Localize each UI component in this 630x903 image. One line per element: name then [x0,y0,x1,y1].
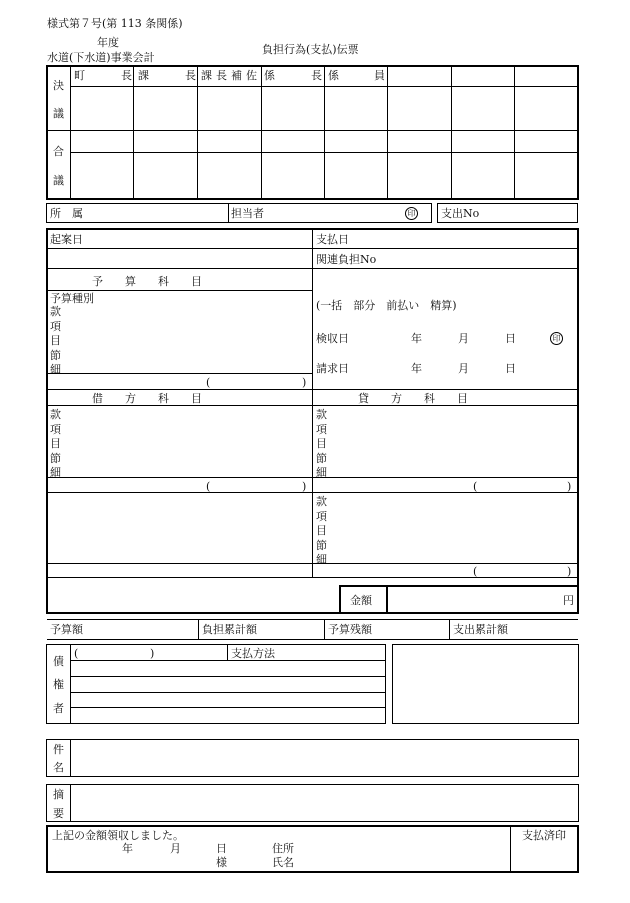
credit-item: 細 [316,553,327,566]
account-label: 水道(下水道)事業会計 [47,51,155,64]
inspection-day: 日 [505,332,516,345]
credit-item: 細 [316,466,327,479]
receipt-day: 日 [216,842,227,855]
credit-paren-open-1: ( [473,480,478,493]
request-month: 月 [458,362,469,375]
payment-date-label: 支払日 [316,233,349,246]
amount-label: 金額 [350,594,372,607]
credit-item: 目 [316,524,327,537]
role-section-chief-b: 長 [185,69,196,82]
inspection-seal: 印 [550,332,563,345]
credit-items-stack-1 [316,408,327,481]
receipt-month: 月 [170,842,181,855]
subject-box [46,739,579,777]
debit-paren-close: ) [302,480,307,493]
budget-item: 目 [50,334,61,347]
budget-remaining-label: 予算残額 [328,623,372,636]
remarks-box [46,784,579,822]
role-staff-a: 係 [328,69,339,82]
budget-item: 款 [50,305,61,318]
debit-item: 細 [50,466,61,479]
receipt-name: 氏名 [272,856,294,869]
credit-paren-open-2: ( [473,565,478,578]
payment-method-label: 支払方法 [231,647,275,660]
inspection-month: 月 [458,332,469,345]
seal-mark: 印 [405,207,418,220]
credit-item: 項 [316,422,327,436]
debit-item: 目 [50,437,61,450]
receipt-year: 年 [122,842,133,855]
budget-heading: 予 算 科 目 [92,275,202,288]
budget-paren-close: ) [302,376,307,389]
paid-stamp-label: 支払済印 [522,829,566,842]
role-staff-b: 員 [374,69,385,82]
budget-item: 細 [50,363,61,376]
form-title: 負担行為(支払)伝票 [262,43,359,56]
budget-items-stack [50,305,61,378]
creditor-side-box [392,644,579,724]
role-subsection-chief-b: 長 [311,69,322,82]
creditor-paren-close: ) [150,647,155,660]
subject-label-2: 名 [53,761,64,774]
remarks-label-1: 摘 [53,788,64,801]
request-year: 年 [411,362,422,375]
decision-label-1: 決 [53,79,64,92]
debit-items-stack [50,408,61,481]
form-number: 様式第７号(第 113 条関係) [47,17,183,30]
receipt-sama: 様 [216,856,227,869]
dept-label: 所 属 [50,207,83,220]
draft-date-label: 起案日 [50,233,83,246]
burden-total-label: 負担累計額 [202,623,257,636]
creditor-label-1: 債 [53,655,64,668]
creditor-paren-open: ( [74,647,79,660]
remarks-label-2: 要 [53,807,64,820]
subject-label-1: 件 [53,743,64,756]
inspection-year: 年 [411,332,422,345]
request-day: 日 [505,362,516,375]
debit-item: 項 [50,422,61,436]
expense-no-label: 支出No [441,207,480,220]
amount-box [339,585,579,614]
credit-item: 節 [316,451,327,465]
creditor-block [46,644,386,724]
decision-label-2: 議 [53,107,64,120]
credit-item: 節 [316,538,327,552]
role-mayor-b: 長 [121,69,132,82]
debit-heading: 借 方 科 目 [92,392,202,405]
creditor-label-2: 権 [53,678,64,691]
receipt-text: 上記の金額領収しました。 [52,829,184,842]
consult-label-1: 合 [53,145,64,158]
budget-amount-label: 予算額 [50,623,83,636]
amount-unit: 円 [563,594,574,607]
budget-type-label: 予算種別 [50,292,94,305]
payment-type-label: (一括 部分 前払い 精算) [316,299,457,312]
receipt-address: 住所 [272,842,294,855]
consult-label-2: 議 [53,174,64,187]
credit-heading: 貸 方 科 目 [358,392,468,405]
related-no-label: 関連負担No [316,253,377,266]
debit-paren-open: ( [206,480,211,493]
request-date-label: 請求日 [316,362,349,375]
person-in-charge-label: 担当者 [231,207,264,220]
credit-item: 目 [316,437,327,450]
debit-item: 節 [50,451,61,465]
role-section-chief-a: 課 [138,69,149,82]
role-subsection-chief-a: 係 [264,69,275,82]
expense-total-label: 支出累計額 [453,623,508,636]
role-mayor-a: 町 [74,69,85,82]
budget-item: 節 [50,348,61,362]
fiscal-year-label: 年度 [97,36,119,49]
inspection-date-label: 検収日 [316,332,349,345]
credit-paren-close-1: ) [567,480,572,493]
credit-item: 款 [316,408,327,421]
creditor-label-3: 者 [53,702,64,715]
role-assistant-chief: 課長補佐 [201,69,261,82]
credit-item: 項 [316,509,327,523]
budget-item: 項 [50,319,61,333]
budget-paren-open: ( [206,376,211,389]
credit-item: 款 [316,495,327,508]
credit-paren-close-2: ) [567,565,572,578]
credit-items-stack-2 [316,495,327,568]
debit-item: 款 [50,408,61,421]
